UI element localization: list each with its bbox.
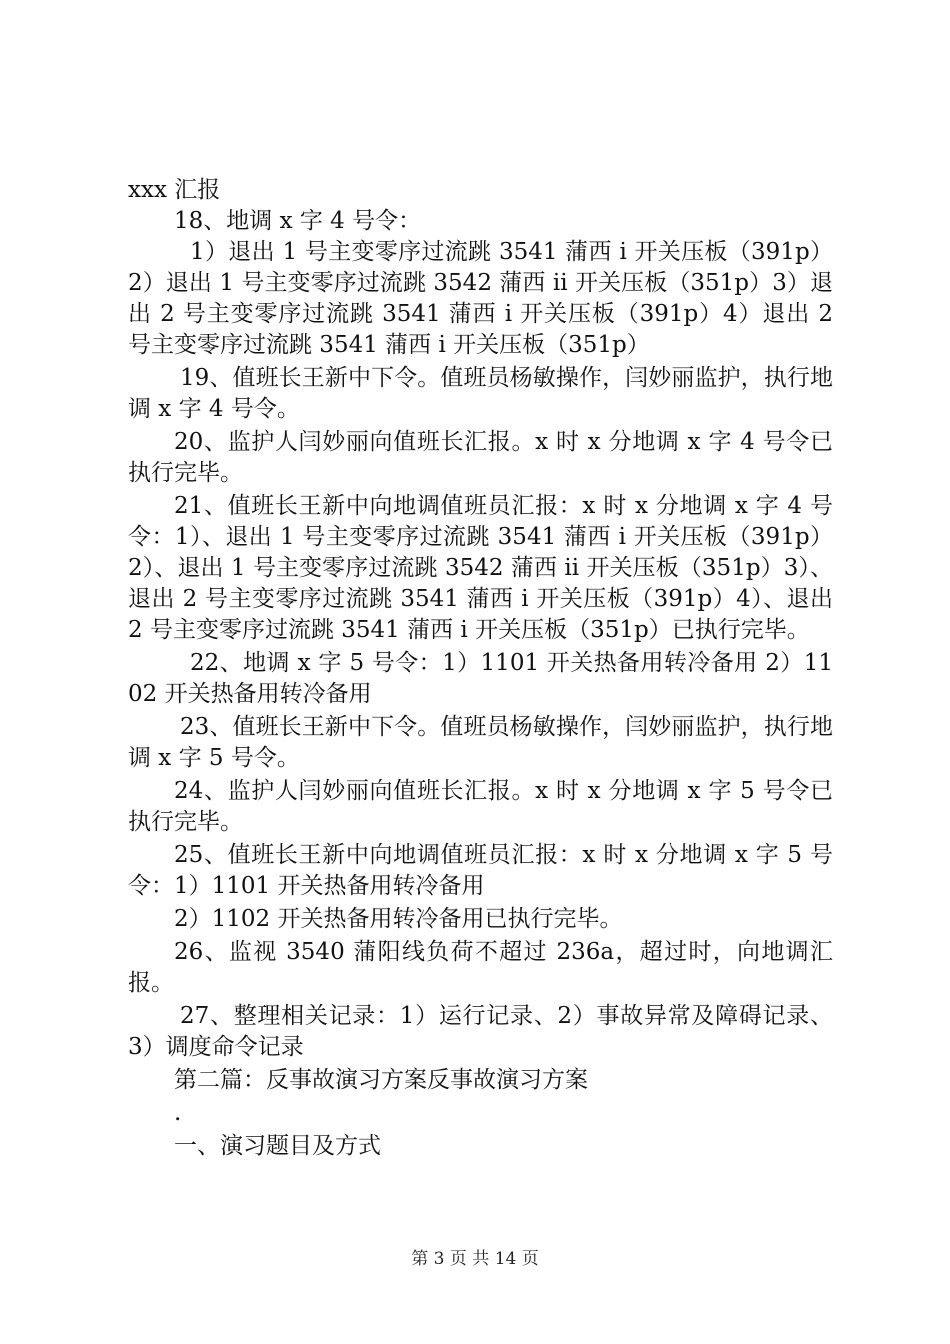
section-heading-drill-topic: 一、演习题目及方式 <box>174 1133 381 1159</box>
paragraph-26: 26、监视 3540 蒲阳线负荷不超过 236a，超过时，向地调汇报。 <box>128 939 833 996</box>
paragraph-23: 23、值班长王新中下令。值班员杨敏操作，闫妙丽监护，执行地调 x 字 5 号令。 <box>128 714 833 771</box>
paragraph-18-items: 1）退出 1 号主变零序过流跳 3541 蒲西 i 开关压板（391p）2）退出 1 号主变零序过流跳 3542 蒲西 ii 开关压板（351p）3）退出 2 号主变零序过流跳 3541 蒲西 i 开关压板（391p）4）退出 2 号主变零序过流跳 3541 蒲西 i 开关压板（351p） <box>128 239 833 358</box>
paragraph-20: 20、监护人闫妙丽向值班长汇报。x 时 x 分地调 x 字 4 号令已执行完毕。 <box>128 429 833 486</box>
paragraph-24: 24、监护人闫妙丽向值班长汇报。x 时 x 分地调 x 字 5 号令已执行完毕。 <box>128 778 833 835</box>
paragraph-xxx-report: xxx 汇报 <box>128 177 221 203</box>
paragraph-25: 25、值班长王新中向地调值班员汇报：x 时 x 分地调 x 字 5 号令：1）1101 开关热备用转冷备用 <box>128 842 833 899</box>
paragraph-19: 19、值班长王新中下令。值班员杨敏操作，闫妙丽监护，执行地调 x 字 4 号令。 <box>128 365 833 422</box>
page-footer: 第 3 页 共 14 页 <box>411 1249 539 1269</box>
paragraph-dot: . <box>174 1100 182 1126</box>
paragraph-21: 21、值班长王新中向地调值班员汇报：x 时 x 分地调 x 字 4 号令：1）、退出 1 号主变零序过流跳 3541 蒲西 i 开关压板（391p）2）、退出 1 号主变零序过流跳 3542 蒲西 ii 开关压板（351p）3）、退出 2 号主变零序过流跳 3541 蒲西 i 开关压板（391p）4）、退出 2 号主变零序过流跳 3541 蒲西 i 开关压板（351p）已执行完毕。 <box>128 493 833 643</box>
paragraph-25-item-2: 2）1102 开关热备用转冷备用已执行完毕。 <box>174 906 623 932</box>
paragraph-22: 22、地调 x 字 5 号令：1）1101 开关热备用转冷备用 2）1102 开关热备用转冷备用 <box>128 650 833 707</box>
document-body <box>128 175 833 1162</box>
section-heading-part-two: 第二篇：反事故演习方案反事故演习方案 <box>174 1067 588 1093</box>
paragraph-27: 27、整理相关记录：1）运行记录、2）事故异常及障碍记录、3）调度命令记录 <box>128 1003 833 1060</box>
paragraph-18: 18、地调 x 字 4 号令： <box>174 208 422 234</box>
